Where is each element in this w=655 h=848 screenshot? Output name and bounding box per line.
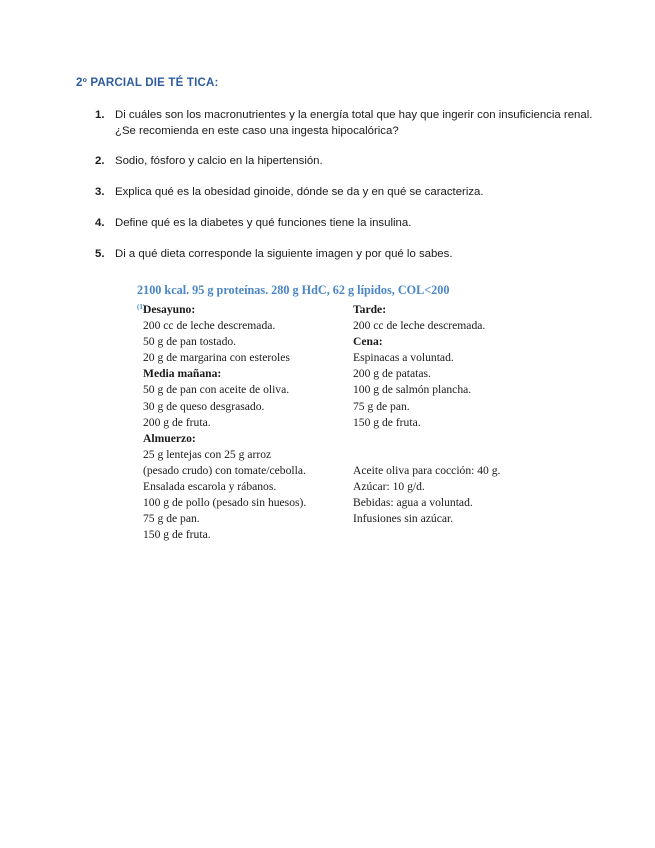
- question-text: Define qué es la diabetes y qué funciones tiene la insulina.: [115, 217, 412, 229]
- menu-line: Infusiones sin azúcar.: [353, 512, 454, 526]
- footnote-mark: (1): [137, 303, 146, 311]
- spacer: [353, 431, 553, 447]
- question-number: 3.: [95, 186, 105, 198]
- diet-right-column: [353, 302, 553, 527]
- menu-line: 50 g de pan tostado.: [143, 335, 237, 349]
- menu-line: 100 g de pollo (pesado sin huesos).: [143, 496, 307, 510]
- spacer: [353, 447, 553, 463]
- question-number: 4.: [95, 217, 105, 229]
- menu-line: 50 g de pan con aceite de oliva.: [143, 383, 290, 397]
- question-item: [95, 216, 595, 232]
- question-item: [95, 154, 595, 170]
- menu-line: 25 g lentejas con 25 g arroz: [143, 447, 272, 461]
- menu-line: 150 g de fruta.: [143, 528, 211, 542]
- question-text: Sodio, fósforo y calcio en la hipertensión.: [115, 155, 323, 167]
- menu-line: Espinacas a voluntad.: [353, 351, 454, 365]
- question-text: Di a qué dieta corresponde la siguiente imagen y por qué lo sabes.: [115, 248, 453, 260]
- meal-heading-cena: Cena:: [353, 335, 383, 349]
- menu-line: 200 g de patatas.: [353, 367, 431, 381]
- question-item: [95, 108, 595, 139]
- meal-heading-media-manana: Media mañana:: [143, 367, 222, 381]
- question-item: [95, 185, 595, 201]
- menu-line: 75 g de pan.: [353, 399, 410, 413]
- menu-line: 200 cc de leche descremada.: [143, 319, 276, 333]
- question-list: [95, 108, 595, 263]
- menu-line: 150 g de fruta.: [353, 415, 421, 429]
- question-item: [95, 247, 595, 263]
- menu-line: Azúcar: 10 g/d.: [353, 480, 425, 494]
- page-title: 2º PARCIAL DIE TÉ TICA:: [76, 77, 219, 89]
- meal-heading-desayuno: Desayuno:: [143, 303, 196, 316]
- question-number: 1.: [95, 109, 105, 121]
- menu-line: 200 cc de leche descremada.: [353, 319, 486, 333]
- question-number: 2.: [95, 155, 105, 167]
- question-text: Explica qué es la obesidad ginoide, dónde se da y en qué se caracteriza.: [115, 186, 484, 198]
- meal-heading-tarde: Tarde:: [353, 303, 387, 316]
- question-number: 5.: [95, 248, 105, 260]
- menu-line: 20 g de margarina con esteroles: [143, 351, 290, 365]
- menu-line: Aceite oliva para cocción: 40 g.: [353, 463, 501, 477]
- menu-line: (pesado crudo) con tomate/cebolla.: [143, 463, 306, 477]
- menu-line: Bebidas: agua a voluntad.: [353, 496, 473, 510]
- question-text: Di cuáles son los macronutrientes y la energía total que hay que ingerir con insuficiencia renal. ¿Se recomienda en este caso una ingesta hipocalórica?: [115, 109, 593, 137]
- meal-heading-almuerzo: Almuerzo:: [143, 431, 196, 445]
- menu-line: 200 g de fruta.: [143, 415, 211, 429]
- menu-line: 100 g de salmón plancha.: [353, 383, 472, 397]
- menu-line: 30 g de queso desgrasado.: [143, 399, 265, 413]
- menu-line: 75 g de pan.: [143, 512, 200, 526]
- menu-line: Ensalada escarola y rábanos.: [143, 480, 277, 494]
- diet-image: [137, 282, 557, 542]
- diet-left-column: [143, 302, 353, 543]
- diet-summary-header: 2100 kcal. 95 g proteínas. 280 g HdC, 62 g lípidos, COL<200: [137, 283, 450, 297]
